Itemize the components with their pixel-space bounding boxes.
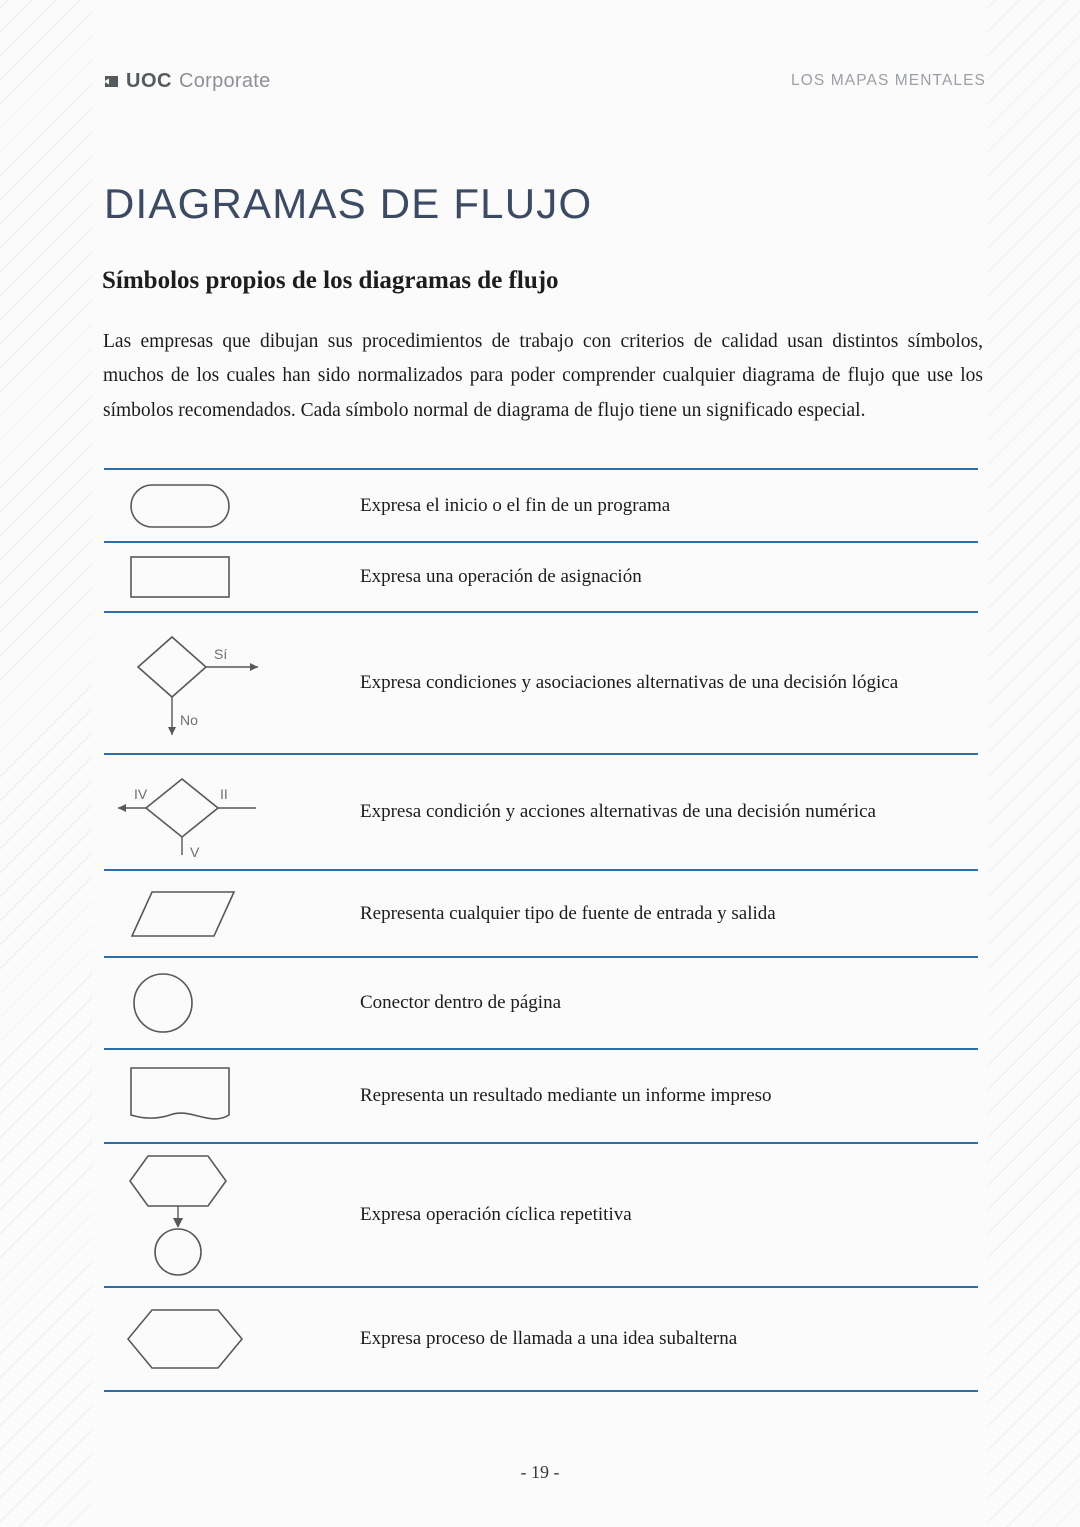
table-rule [104,1390,978,1392]
table-row [104,613,978,753]
document-printed-report-icon [130,1067,230,1125]
subroutine-hexagon-icon [126,1308,244,1370]
logo-secondary-text: Corporate [178,70,271,92]
row-description: Expresa proceso de llamada a una idea subalterna [360,1328,738,1349]
shape-cell [104,556,360,598]
logo-primary-text: UOC [126,70,172,92]
decision-diamond-logical-icon [130,623,260,743]
header-section-label: LOS MAPAS MENTALES [791,72,986,89]
shape-cell [104,484,360,528]
table-row [104,958,978,1048]
input-output-parallelogram-icon [130,890,236,938]
terminator-rounded-rectangle-icon [130,484,230,528]
svg-text:No: No [180,712,198,728]
row-description: Representa un resultado mediante un informe impreso [360,1085,772,1106]
table-row [104,1144,978,1286]
svg-text:Sí: Sí [214,646,228,662]
page-number: - 19 - [520,1462,560,1482]
table-row [104,1050,978,1142]
shape-cell [104,1154,360,1276]
page-subtitle: Símbolos propios de los diagramas de flujo [102,266,559,294]
intro-paragraph: Las empresas que dibujan sus procedimientos de trabajo con criterios de calidad usan distintos símbolos, muchos de los cuales han sido normalizados para poder comprender cualquier diagrama de flujo que use los símbolos recomendados. Cada símbolo normal de diagrama de flujo tiene un significado especial. [103,330,983,421]
table-row [104,543,978,611]
row-description: Expresa condición y acciones alternativas de una decisión numérica [360,801,876,822]
table-row [104,871,978,956]
shape-cell [104,890,360,938]
row-description: Expresa condiciones y asociaciones alternativas de una decisión lógica [360,672,899,693]
row-description: Expresa el inicio o el fin de un programa [360,494,671,516]
page-title: DIAGRAMAS DE FLUJO [104,180,593,228]
decision-diamond-numeric-icon [112,763,262,861]
process-rectangle-icon [130,556,230,598]
loop-hexagon-with-connector-icon [126,1154,230,1276]
connector-circle-icon [132,972,194,1034]
brand-logo [104,70,271,93]
row-description: Expresa una operación de asignación [360,566,642,587]
shape-cell [104,1308,360,1370]
shape-cell [104,1067,360,1125]
shape-cell [104,972,360,1034]
uoc-logo-mark-icon [104,76,119,87]
page-header [104,62,986,102]
table-row [104,755,978,869]
shape-cell [104,623,360,743]
row-description: Expresa operación cíclica repetitiva [360,1204,632,1225]
shape-cell [104,763,360,861]
row-description: Representa cualquier tipo de fuente de entrada y salida [360,902,776,924]
svg-text:IV: IV [134,786,148,802]
symbol-table [104,468,978,1392]
table-row [104,470,978,541]
svg-text:V: V [190,844,200,860]
table-row [104,1288,978,1390]
row-description: Conector dentro de página [360,992,562,1013]
svg-text:II: II [220,786,228,802]
